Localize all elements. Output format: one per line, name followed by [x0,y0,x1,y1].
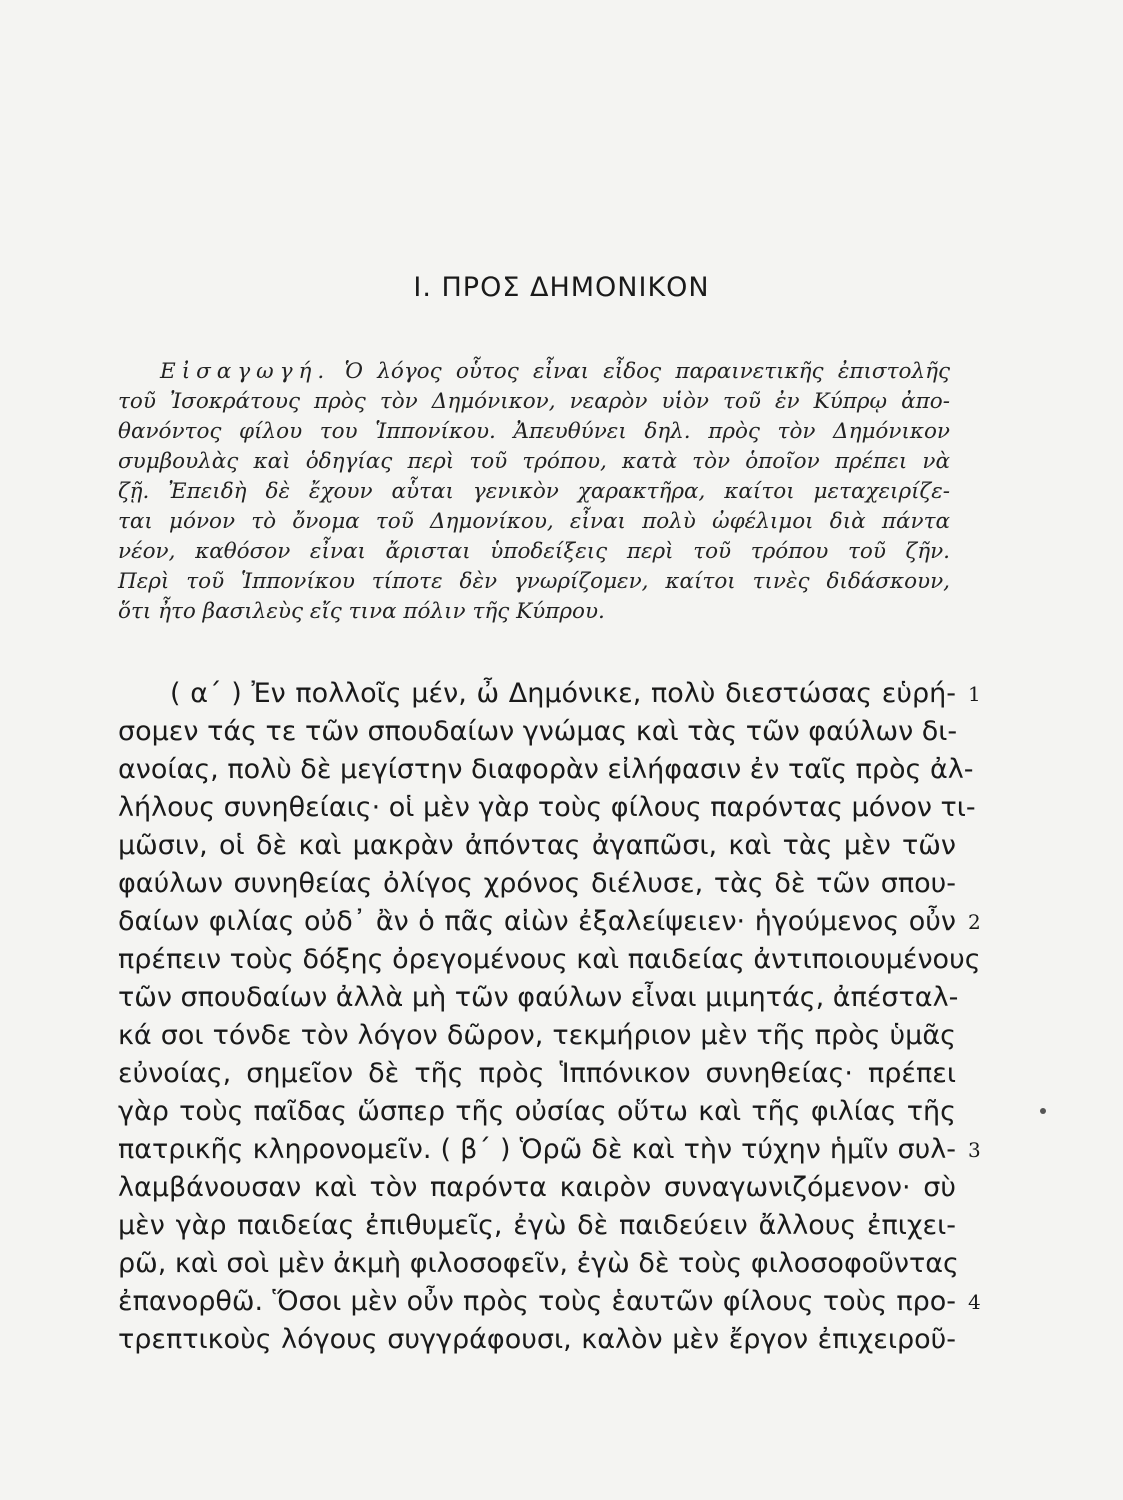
intro-line: Εἰσαγωγή. Ὁ λόγος οὗτος εἶναι εἶδος παραινετικῆς ἐπιστολῆς [160,359,950,384]
body-line: δαίων φιλίας οὐδ᾽ ἂν ὁ πᾶς αἰὼν ἐξαλείψειεν· ἡγούμενος οὖν [118,906,956,937]
body-line: ( α΄ ) Ἐν πολλοῖς μέν, ὦ Δημόνικε, πολὺ διεστώσας εὑρή- [170,678,957,709]
margin-number: 4 [968,1290,981,1314]
intro-line: νέον, καθόσον εἶναι ἄρισται ὑποδείξεις περὶ τοῦ τρόπου τοῦ ζῆν. [118,539,950,564]
margin-number: 1 [968,682,981,706]
body-line: μῶσιν, οἱ δὲ καὶ μακρὰν ἀπόντας ἀγαπῶσι, καὶ τὰς μὲν τῶν [118,830,956,861]
body-line: τρεπτικοὺς λόγους συγγράφουσι, καλὸν μὲν ἔργον ἐπιχειροῦ- [118,1324,956,1355]
intro-line: ζῇ. Ἐπειδὴ δὲ ἔχουν αὗται γενικὸν χαρακτῆρα, καίτοι μεταχειρίζε- [118,479,950,504]
section-marker-a: ( α΄ ) [170,678,242,709]
body-line: κά σοι τόνδε τὸν λόγον δῶρον, τεκμήριον μὲν τῆς πρὸς ὑμᾶς [118,1020,956,1051]
margin-number: 2 [968,910,981,934]
intro-line: ται μόνον τὸ ὄνομα τοῦ Δημονίκου, εἶναι πολὺ ὠφέλιμοι διὰ πάντα [118,509,950,534]
body-line: σομεν τάς τε τῶν σπουδαίων γνώμας καὶ τὰς τῶν φαύλων δι- [118,716,958,747]
body-line: ανοίας, πολὺ δὲ μεγίστην διαφορὰν εἰλήφασιν ἐν ταῖς πρὸς ἀλ- [118,754,974,785]
intro-line: τοῦ Ἰσοκράτους πρὸς τὸν Δημόνικον, νεαρὸν υἱὸν τοῦ ἐν Κύπρῳ ἀπο- [118,389,950,414]
intro-line: θανόντος φίλου του Ἱππονίκου. Ἀπευθύνει δηλ. πρὸς τὸν Δημόνικον [118,419,950,444]
body-line: λαμβάνουσαν καὶ τὸν παρόντα καιρὸν συναγωνιζόμενον· σὺ [118,1172,956,1203]
body-line: μὲν γὰρ παιδείας ἐπιθυμεῖς, ἐγὼ δὲ παιδεύειν ἄλλους ἐπιχει- [118,1210,956,1241]
intro-line: συμβουλὰς καὶ ὁδηγίας περὶ τοῦ τρόπου, κατὰ τὸν ὁποῖον πρέπει νὰ [118,449,950,474]
body-line: πρέπειν τοὺς δόξης ὀρεγομένους καὶ παιδείας ἀντιποιουμένους [118,944,981,975]
ink-speck [1040,1108,1046,1114]
body-line: ρῶ, καὶ σοὶ μὲν ἀκμὴ φιλοσοφεῖν, ἐγὼ δὲ τοὺς φιλοσοφοῦντας [118,1248,959,1279]
body-line: ἐπανορθῶ. Ὅσοι μὲν οὖν πρὸς τοὺς ἑαυτῶν φίλους τοὺς προ- [118,1286,956,1317]
body-line: εὐνοίας, σημεῖον δὲ τῆς πρὸς Ἱππόνικον συνηθείας· πρέπει [118,1058,956,1089]
intro-line: ὅτι ἦτο βασιλεὺς εἴς τινα πόλιν τῆς Κύπρου. [118,599,605,624]
body-line: πατρικῆς κληρονομεῖν. ( β΄ ) Ὁρῶ δὲ καὶ τὴν τύχην ἡμῖν συλ- [118,1134,956,1165]
section-marker-b: ( β΄ ) [440,1134,511,1165]
body-line: λήλους συνηθείαις· οἱ μὲν γὰρ τοὺς φίλους παρόντας μόνον τι- [118,792,976,823]
margin-number: 3 [968,1138,981,1162]
chapter-title: I. ΠΡΟΣ ΔΗΜΟΝΙΚΟΝ [413,272,710,303]
intro-heading: Εἰσαγωγή. [160,359,331,384]
body-line: γὰρ τοὺς παῖδας ὥσπερ τῆς οὐσίας οὕτω καὶ τῆς φιλίας τῆς [118,1096,956,1127]
body-line: φαύλων συνηθείας ὀλίγος χρόνος διέλυσε, τὰς δὲ τῶν σπου- [118,868,956,899]
body-line: τῶν σπουδαίων ἀλλὰ μὴ τῶν φαύλων εἶναι μιμητάς, ἀπέσταλ- [118,982,959,1013]
intro-line: Περὶ τοῦ Ἱππονίκου τίποτε δὲν γνωρίζομεν, καίτοι τινὲς διδάσκουν, [118,569,950,594]
